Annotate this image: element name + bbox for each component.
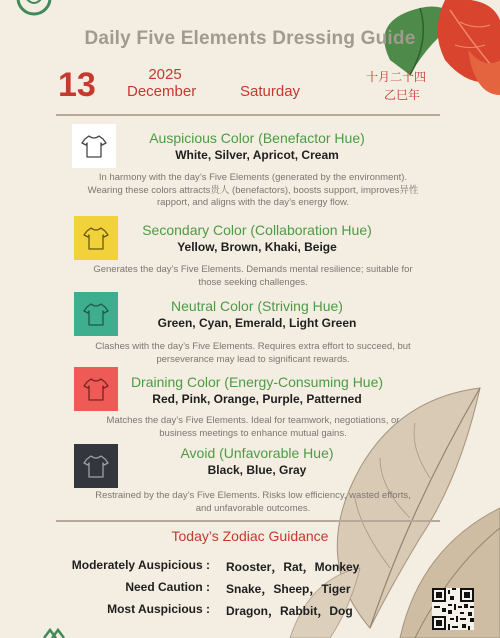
qr-code-icon[interactable]	[432, 588, 474, 630]
zodiac-value-most: Dragon，Rabbit，Dog	[226, 604, 353, 618]
lunar-date: 十月二十四	[366, 70, 427, 84]
secondary-title: Secondary Color (Collaboration Hue)	[142, 222, 372, 238]
secondary-description: Generates the day’s Five Elements. Demands mental resilience; suitable for those seeking challenges.	[93, 264, 413, 288]
brand-logo-icon	[40, 624, 68, 638]
year-label: 2025	[148, 66, 182, 83]
zodiac-label-moderate: Moderately Auspicious :	[71, 558, 210, 572]
zodiac-value-moderate: Rooster，Rat，Monkey	[226, 560, 360, 574]
page-title: Daily Five Elements Dressing Guide	[84, 28, 416, 49]
zodiac-label-most: Most Auspicious :	[107, 602, 210, 616]
zodiac-divider	[56, 520, 440, 522]
weekday-label: Saturday	[240, 83, 301, 100]
avoid-description: Restrained by the day’s Five Elements. Risks low efficiency, wasted efforts, and unfavorable outcomes.	[95, 490, 411, 514]
draining-title: Draining Color (Energy-Consuming Hue)	[130, 374, 384, 390]
zodiac-value-caution: Snake，Sheep，Tiger	[226, 582, 351, 596]
neutral-title: Neutral Color (Striving Hue)	[171, 298, 343, 314]
avoid-colors: Black, Blue, Gray	[207, 463, 307, 477]
auspicious-description: In harmony with the day’s Five Elements (generated by the environment). Wearing these colors attracts贵人 (benefactors), boosts support, improves异性 rapport, and aligns with the day’s energy flow.	[87, 172, 419, 208]
tshirt-icon	[82, 300, 110, 328]
tshirt-icon	[82, 452, 110, 480]
lunar-year: 乙巳年	[384, 88, 421, 102]
auspicious-colors: White, Silver, Apricot, Cream	[175, 148, 339, 162]
draining-description: Matches the day’s Five Elements. Ideal for teamwork, negotiations, or business meetings to enhance mutual gains.	[106, 415, 400, 439]
month-label: December	[127, 83, 197, 100]
tshirt-icon	[80, 132, 108, 160]
neutral-description: Clashes with the day’s Five Elements. Requires extra effort to succeed, but perseverance may lead to significant rewards.	[95, 341, 411, 365]
day-number: 13	[58, 66, 96, 104]
neutral-colors: Green, Cyan, Emerald, Light Green	[157, 316, 357, 330]
secondary-colors: Yellow, Brown, Khaki, Beige	[177, 240, 337, 254]
draining-colors: Red, Pink, Orange, Purple, Patterned	[152, 392, 362, 406]
header-divider	[56, 114, 440, 116]
avoid-title: Avoid (Unfavorable Hue)	[180, 445, 334, 461]
auspicious-title: Auspicious Color (Benefactor Hue)	[149, 130, 365, 146]
zodiac-title: Today’s Zodiac Guidance	[171, 528, 329, 544]
brand-logo-icon	[14, 0, 54, 16]
tshirt-icon	[82, 224, 110, 252]
tshirt-icon	[82, 375, 110, 403]
zodiac-label-caution: Need Caution :	[125, 580, 210, 594]
